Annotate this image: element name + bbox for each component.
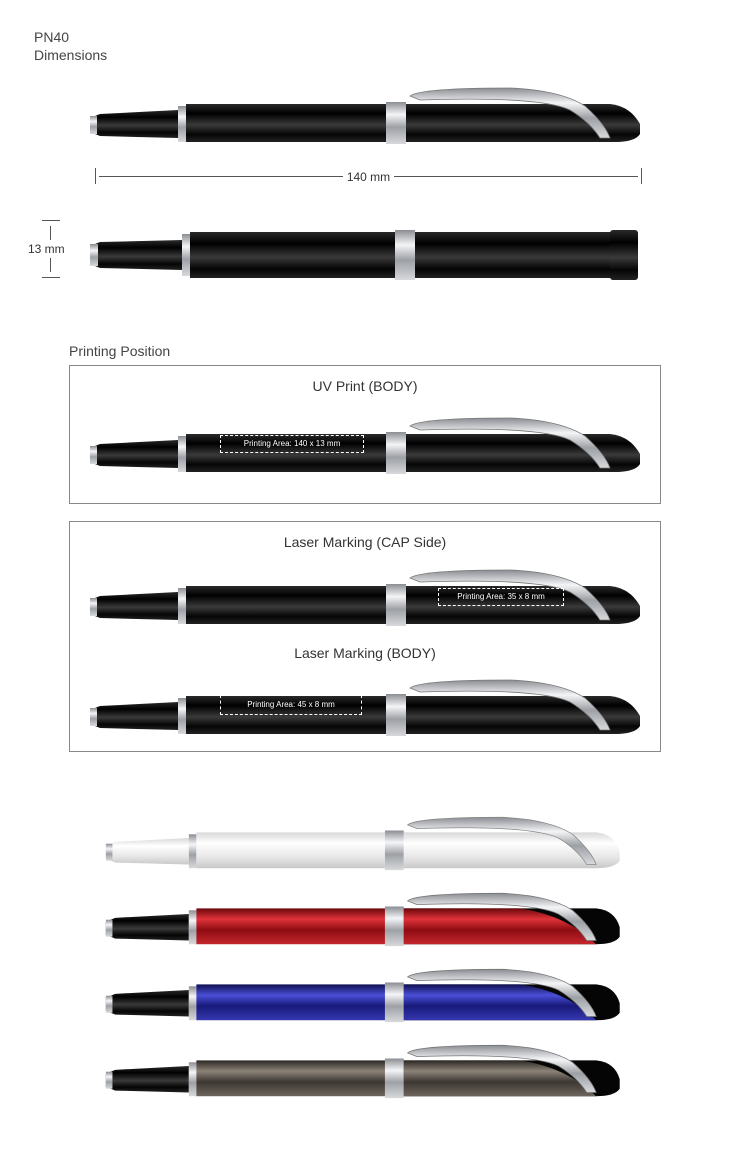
laser-marking-panel [69, 521, 661, 752]
pen-image-white [100, 806, 635, 872]
dimensions-label: Dimensions [34, 47, 108, 63]
pen-image-laser-body [90, 668, 645, 738]
pen-image-red [100, 882, 635, 948]
diameter-dimension [28, 220, 78, 278]
length-dimension-label: 140 mm [343, 170, 394, 184]
laser-body-area: Printing Area: 45 x 8 mm [220, 695, 362, 715]
pen-image-top [90, 226, 645, 282]
length-dimension-line [95, 168, 642, 184]
laser-cap-area: Printing Area: 35 x 8 mm [438, 588, 564, 606]
uv-print-panel [69, 365, 661, 504]
product-code: PN40 [34, 29, 70, 45]
pen-image-blue [100, 958, 635, 1024]
diameter-dimension-label: 13 mm [28, 242, 65, 256]
pen-image-side-clip [90, 76, 645, 146]
pen-image-gunmetal [100, 1034, 635, 1100]
laser-cap-title: Laser Marking (CAP Side) [283, 534, 447, 550]
pen-image-uv [90, 406, 645, 476]
printing-position-heading: Printing Position [69, 343, 171, 359]
uv-print-title: UV Print (BODY) [312, 378, 418, 394]
laser-body-title: Laser Marking (BODY) [294, 645, 436, 661]
uv-print-area: Printing Area: 140 x 13 mm [220, 435, 364, 453]
